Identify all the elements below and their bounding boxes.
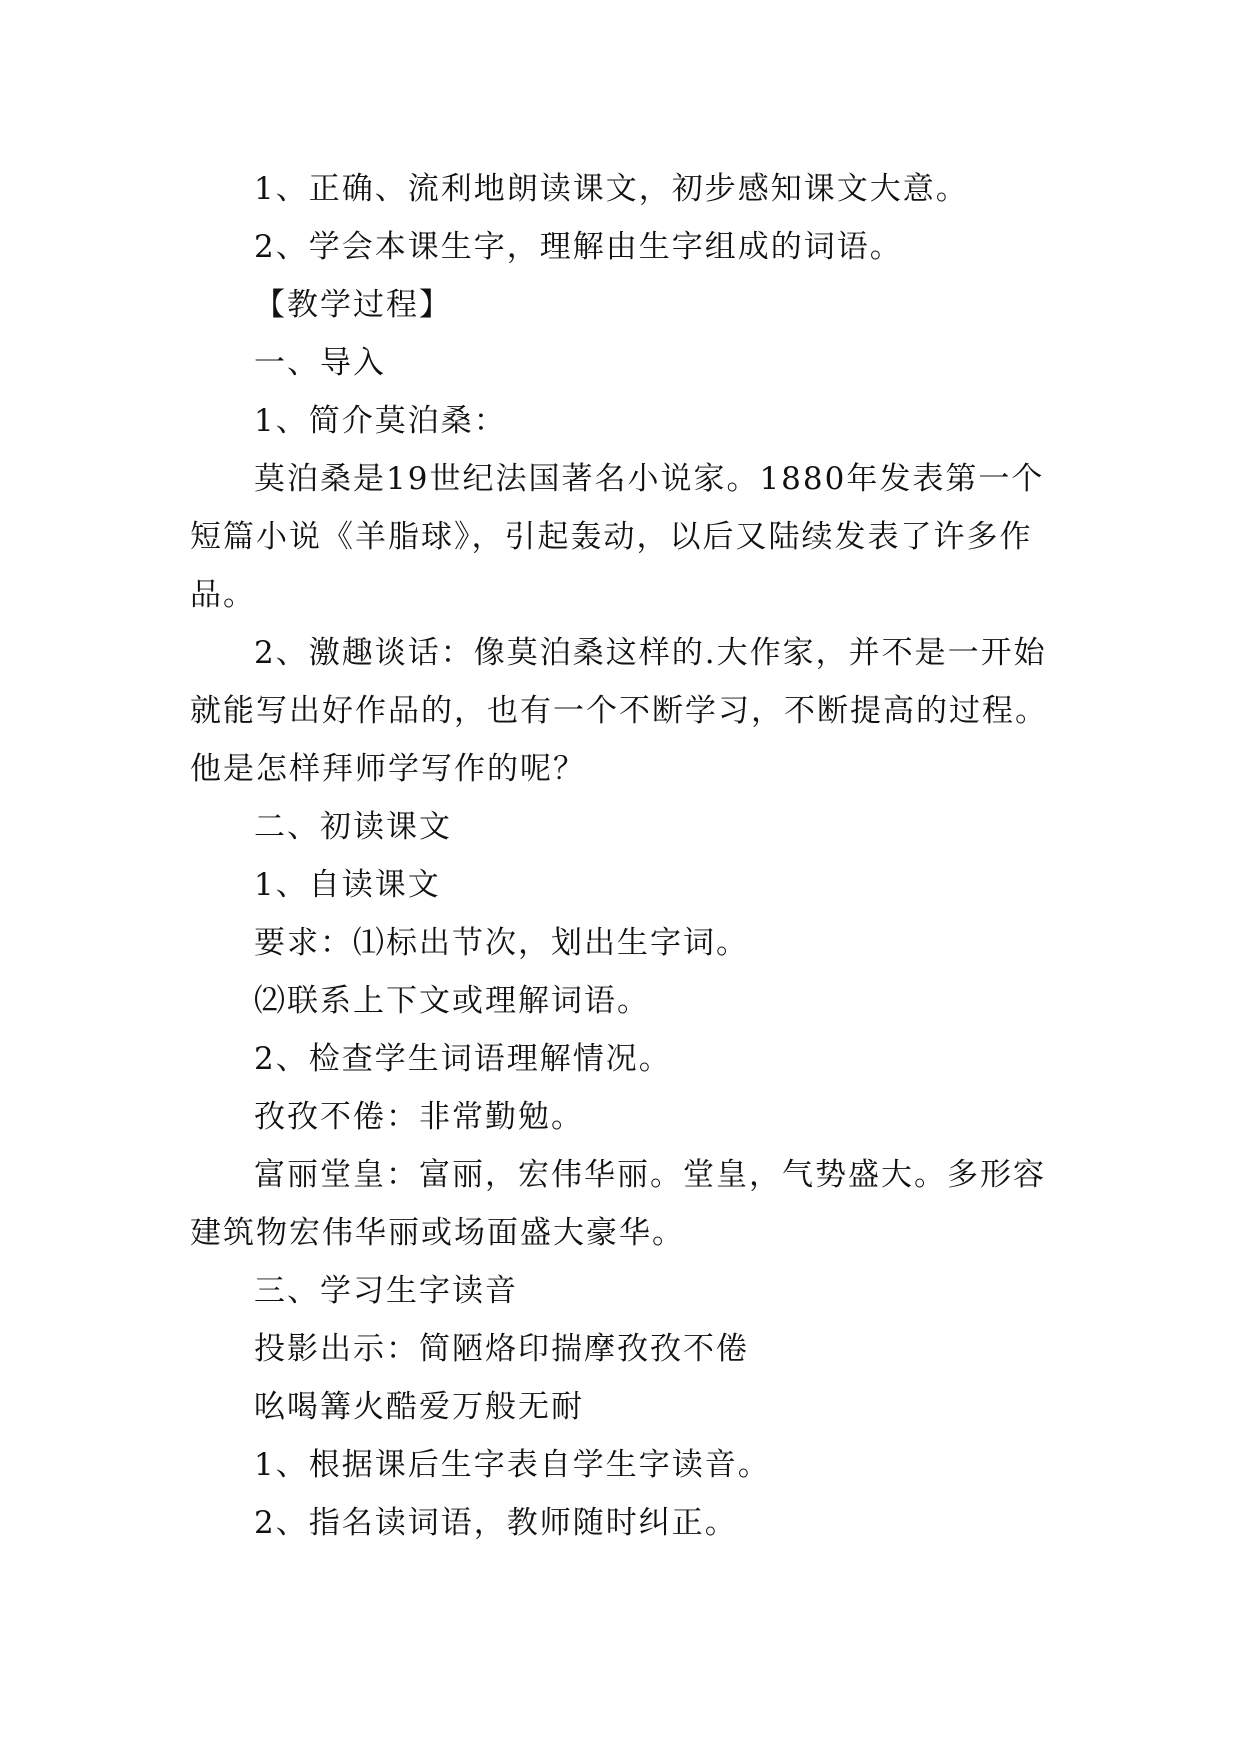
paragraph-read-aloud-correction: 2、指名读词语，教师随时纠正。 [254, 1505, 738, 1541]
paragraph-vocab-fulitanghuang: 富丽堂皇：富丽，宏伟华丽。堂皇，气势盛大。多形容建筑物宏伟华丽或场面盛大豪华。 [190, 1157, 1046, 1251]
paragraph-projection-words-2: 吆喝篝火酷爱万般无耐 [254, 1389, 584, 1425]
paragraph-goal-2: 2、学会本课生字，理解由生字组成的词语。 [254, 229, 903, 265]
paragraph-self-reading: 1、自读课文 [254, 867, 441, 903]
paragraph-motivating-talk: 2、激趣谈话：像莫泊桑这样的.大作家，并不是一开始就能写出好作品的，也有一个不断学习，不断提高的过程。他是怎样拜师学写作的呢？ [190, 635, 1048, 787]
paragraph-maupassant-bio: 莫泊桑是19世纪法国著名小说家。1880年发表第一个短篇小说《羊脂球》，引起轰动，以后又陆续发表了许多作品。 [190, 461, 1045, 613]
paragraph-check-vocabulary: 2、检查学生词语理解情况。 [254, 1041, 672, 1077]
paragraph-self-study-pronunciation: 1、根据课后生字表自学生字读音。 [254, 1447, 771, 1483]
paragraph-projection-words-1: 投影出示：简陋烙印揣摩孜孜不倦 [254, 1331, 749, 1367]
section-heading-character-pronunciation: 三、学习生字读音 [254, 1273, 518, 1309]
document-body [190, 160, 1070, 1552]
paragraph-requirement-1: 要求：⑴标出节次，划出生字词。 [254, 925, 749, 961]
section-heading-introduction: 一、导入 [254, 345, 386, 381]
paragraph-goal-1: 1、正确、流利地朗读课文，初步感知课文大意。 [254, 171, 969, 207]
paragraph-vocab-zizibujuan: 孜孜不倦：非常勤勉。 [254, 1099, 584, 1135]
paragraph-intro-maupassant: 1、简介莫泊桑： [254, 403, 507, 439]
paragraph-requirement-2: ⑵联系上下文或理解词语。 [254, 983, 650, 1019]
section-heading-teaching-process: 【教学过程】 [254, 287, 452, 323]
section-heading-first-reading: 二、初读课文 [254, 809, 452, 845]
